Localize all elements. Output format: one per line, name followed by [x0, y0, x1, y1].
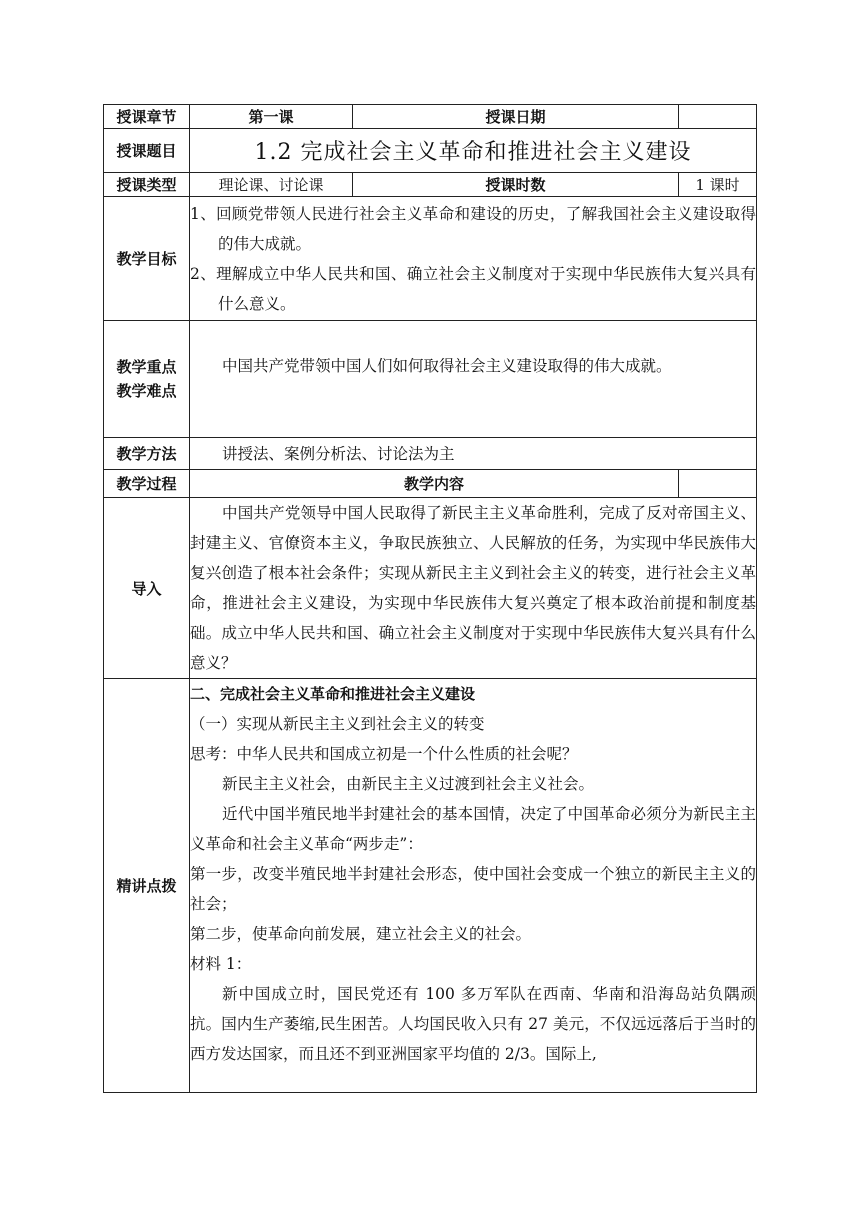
key-point-label: 教学重点 [116, 358, 177, 376]
lecture-paragraph: 近代中国半殖民地半封建社会的基本国情，决定了中国革命必须分为新民主主义革命和社会主义革命“两步走”： [190, 805, 757, 853]
objective-item: 1、回顾党带领人民进行社会主义革命和建设的历史，了解我国社会主义建设取得的伟大成就。 [190, 204, 757, 253]
difficulty-label: 教学难点 [116, 382, 177, 400]
lecture-question: 思考：中华人民共和国成立初是一个什么性质的社会呢？ [190, 745, 578, 763]
lecture-label: 精讲点拨 [104, 679, 190, 1093]
date-value [679, 105, 757, 129]
lecture-answer: 新民主主义社会，由新民主主义过渡到社会主义社会。 [222, 775, 595, 793]
lecture-heading: 二、完成社会主义革命和推进社会主义建设 [190, 685, 476, 703]
chapter-value: 第一课 [190, 105, 353, 129]
material-label: 材料 1： [190, 955, 252, 973]
chapter-label: 授课章节 [104, 105, 190, 129]
row-topic [104, 129, 757, 173]
objectives-content [190, 197, 757, 321]
topic-label: 授课题目 [104, 129, 190, 173]
row-type [104, 173, 757, 197]
process-blank-cell [679, 470, 757, 498]
material-text: 新中国成立时，国民党还有 100 多万军队在西南、华南和沿海岛站负隅顽抗。国内生产萎缩,民生困苦。人均国民收入只有 27 美元，不仅远远落后于当时的西方发达国家，而且还不到亚洲国家平均值的 2/3。国际上, [190, 985, 757, 1063]
row-objectives [104, 197, 757, 321]
row-intro [104, 498, 757, 679]
row-method [104, 438, 757, 470]
objective-item: 2、理解成立中华人民共和国、确立社会主义制度对于实现中华民族伟大复兴具有什么意义。 [190, 264, 757, 313]
lecture-content [190, 679, 757, 1093]
topic-value: 1.2 完成社会主义革命和推进社会主义建设 [190, 129, 757, 173]
row-lecture [104, 679, 757, 1093]
row-process [104, 470, 757, 498]
intro-content [190, 498, 757, 679]
hours-label: 授课时数 [353, 173, 679, 197]
method-content [190, 438, 757, 470]
type-value: 理论课、讨论课 [190, 173, 353, 197]
intro-text: 中国共产党领导中国人民取得了新民主主义革命胜利，完成了反对帝国主义、封建主义、官僚资本主义，争取民族独立、人民解放的任务，为实现中华民族伟大复兴创造了根本社会条件；实现从新民主主义到社会主义的转变，进行社会主义革命，推进社会主义建设，为实现中华民族伟大复兴奠定了根本政治前提和制度基础。成立中华人民共和国、确立社会主义制度对于实现中华民族伟大复兴具有什么意义？ [190, 504, 757, 672]
lesson-plan-table [103, 104, 757, 1093]
lecture-step-2: 第二步，使革命向前发展，建立社会主义的社会。 [190, 925, 532, 943]
hours-value: 1 课时 [679, 173, 757, 197]
key-points-content [190, 321, 757, 438]
process-label: 教学过程 [104, 470, 190, 498]
key-points-label [104, 321, 190, 438]
row-key-points [104, 321, 757, 438]
objectives-label: 教学目标 [104, 197, 190, 321]
date-label: 授课日期 [353, 105, 679, 129]
lecture-sub-heading: （一）实现从新民主主义到社会主义的转变 [190, 715, 485, 733]
type-label: 授课类型 [104, 173, 190, 197]
row-chapter [104, 105, 757, 129]
key-points-text: 中国共产党带领中国人们如何取得社会主义建设取得的伟大成就。 [222, 357, 672, 375]
lecture-step-1: 第一步，改变半殖民地半封建社会形态，使中国社会变成一个独立的新民主主义的社会； [190, 865, 757, 913]
intro-label: 导入 [104, 498, 190, 679]
method-text: 讲授法、案例分析法、讨论法为主 [222, 444, 455, 463]
method-label: 教学方法 [104, 438, 190, 470]
content-label: 教学内容 [190, 470, 679, 498]
